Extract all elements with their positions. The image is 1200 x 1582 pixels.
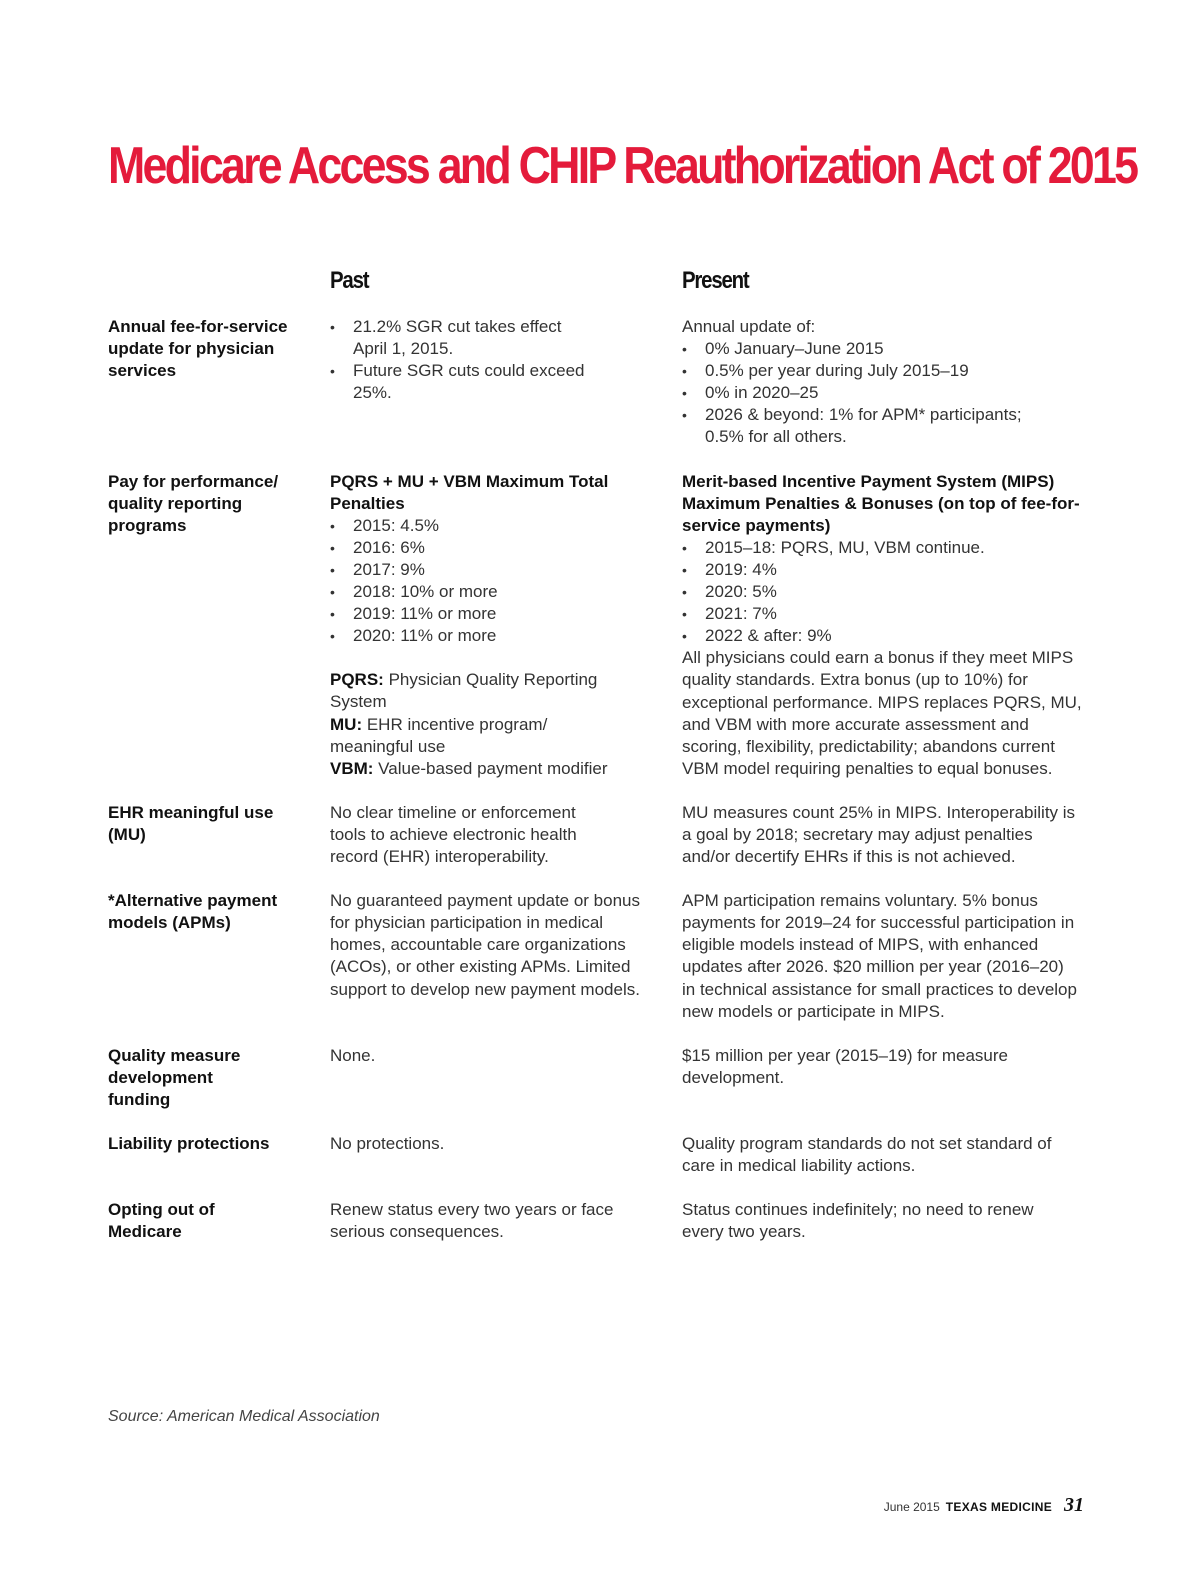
- page-footer: [884, 1494, 1084, 1517]
- list-item: • 0% January–June 2015: [682, 338, 1088, 360]
- present-heading: Merit-based Incentive Payment System (MIPS) Maximum Penalties & Bonuses (on top of fee-for-service payments): [682, 471, 1080, 535]
- present-text: $15 million per year (2015–19) for measure development.: [682, 1045, 1009, 1087]
- column-header-present: Present: [682, 267, 749, 294]
- past-list: [330, 316, 682, 404]
- table-row: [108, 316, 1088, 449]
- past-text: No protections.: [330, 1134, 445, 1153]
- list-item: • 2016: 6%: [330, 537, 682, 559]
- present-cell: [682, 890, 1088, 1023]
- present-text: MU measures count 25% in MIPS. Interoperability is a goal by 2018; secretary may adjust penalties and/or decertify EHRs if this is not achieved.: [682, 802, 1076, 867]
- definition-text: Physician Quality Reporting System: [330, 670, 598, 712]
- footer-date: June 2015: [883, 1500, 940, 1514]
- present-list: [682, 338, 1088, 448]
- present-cell: [682, 471, 1088, 780]
- page-title: Medicare Access and CHIP Reauthorization Act of 2015: [108, 137, 1137, 195]
- definition-pqrs: [330, 669, 620, 713]
- list-item: • 2022 & after: 9%: [682, 625, 1088, 647]
- list-item: • 2015–18: PQRS, MU, VBM continue.: [682, 537, 1088, 559]
- past-text: Renew status every two years or face serious consequences.: [330, 1200, 614, 1242]
- list-item: • 0% in 2020–25: [682, 382, 1088, 404]
- definition-term: VBM:: [330, 758, 374, 778]
- table-row: [108, 802, 1088, 868]
- table-row: [108, 1199, 1088, 1243]
- column-header-past: Past: [330, 267, 369, 294]
- present-cell: [682, 802, 1088, 868]
- row-topic: Quality measure development funding: [108, 1045, 241, 1109]
- list-item: • 2015: 4.5%: [330, 515, 682, 537]
- row-topic: EHR meaningful use (MU): [108, 802, 274, 844]
- row-topic: *Alternative payment models (APMs): [108, 891, 278, 933]
- definition-vbm: [330, 758, 682, 780]
- past-text: No clear timeline or enforcement tools to achieve electronic health record (EHR) interoperability.: [330, 802, 577, 867]
- table-row: [108, 471, 1088, 780]
- list-item: • 2019: 4%: [682, 559, 1088, 581]
- past-cell: [330, 471, 682, 780]
- past-cell: [330, 1199, 682, 1243]
- past-cell: [330, 890, 682, 1023]
- past-cell: [330, 802, 682, 868]
- table-row: [108, 1045, 1088, 1111]
- list-item: • 2018: 10% or more: [330, 581, 682, 603]
- definition-mu: [330, 714, 580, 758]
- row-topic: Liability protections: [108, 1134, 270, 1153]
- list-item: • 0.5% per year during July 2015–19: [682, 360, 1088, 382]
- present-list: [682, 537, 1088, 647]
- present-text: Quality program standards do not set standard of care in medical liability actions.: [682, 1134, 1052, 1176]
- row-topic: Opting out of Medicare: [108, 1200, 215, 1242]
- row-topic: Pay for performance/ quality reporting programs: [108, 471, 279, 535]
- list-item: • 2020: 5%: [682, 581, 1088, 603]
- present-note: All physicians could earn a bonus if they meet MIPS quality standards. Extra bonus (up to 10%) for exceptional performance. MIPS replaces PQRS, MU, and VBM with more accurate assessment and scoring, flexibility, predictability; abandons current VBM model requiring penalties to equal bonuses.: [682, 648, 1082, 778]
- present-text: Status continues indefinitely; no need to renew every two years.: [682, 1200, 1034, 1242]
- present-cell: [682, 1199, 1088, 1243]
- definition-term: MU:: [330, 714, 363, 734]
- present-cell: [682, 1133, 1088, 1177]
- present-cell: [682, 1045, 1088, 1111]
- past-cell: [330, 1133, 682, 1177]
- row-topic: Annual fee-for-service update for physician services: [108, 317, 288, 381]
- footer-magazine: TEXAS MEDICINE: [945, 1500, 1052, 1514]
- list-item: • Future SGR cuts could exceed 25%.: [330, 360, 603, 404]
- list-item: • 2020: 11% or more: [330, 625, 682, 647]
- page-number: 31: [1064, 1494, 1084, 1516]
- list-item: • 2017: 9%: [330, 559, 682, 581]
- source-note: Source: American Medical Association: [108, 1408, 380, 1425]
- present-text: APM participation remains voluntary. 5% bonus payments for 2019–24 for successful participation in eligible models instead of MIPS, with enhanced updates after 2026. $20 million per year (2016–20) in technical assistance for small practices to develop new models or participate in MIPS.: [682, 891, 1077, 1021]
- definition-text: EHR incentive program/ meaningful use: [330, 714, 548, 756]
- present-intro: Annual update of:: [682, 317, 816, 336]
- past-cell: [330, 316, 682, 449]
- past-text: None.: [330, 1045, 376, 1065]
- past-heading: PQRS + MU + VBM Maximum Total Penalties: [330, 471, 609, 513]
- list-item: • 21.2% SGR cut takes effect April 1, 2015.: [330, 316, 583, 360]
- past-cell: [330, 1045, 682, 1111]
- table-row: [108, 1133, 1088, 1177]
- definition-term: PQRS:: [330, 670, 384, 690]
- list-item: • 2026 & beyond: 1% for APM* participants; 0.5% for all others.: [682, 404, 1050, 448]
- comparison-table: [108, 316, 1088, 1265]
- past-list: [330, 515, 682, 648]
- past-text: No guaranteed payment update or bonus for physician participation in medical homes, accountable care organizations (ACOs), or other existing APMs. Limited support to develop new payment models.: [330, 891, 641, 999]
- present-cell: [682, 316, 1088, 449]
- definition-text: Value-based payment modifier: [373, 758, 608, 778]
- list-item: • 2019: 11% or more: [330, 603, 682, 625]
- table-row: [108, 890, 1088, 1023]
- list-item: • 2021: 7%: [682, 603, 1088, 625]
